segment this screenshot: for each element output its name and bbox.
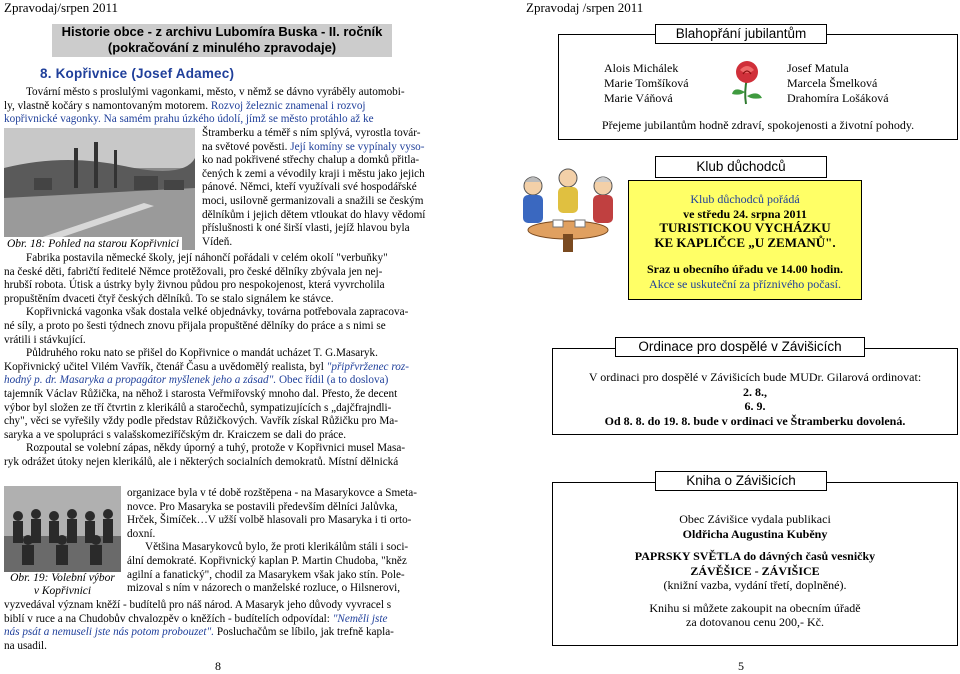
jubilant-name: Alois Michálek — [604, 61, 679, 75]
book-line-7: za dotovanou cenu 200,- Kč. — [686, 615, 824, 629]
article-body — [4, 252, 450, 470]
wrap2-line-3: Hrček, Šimíček…V užší volbě hlasovali pro Masaryka i ti orto- — [127, 514, 412, 527]
p4-line-6: chy", věci se vyřešily vždy podle představ Růžičkových. Vavřík získal Růžičku pro Ma- — [4, 415, 398, 428]
p1-line-1: Tovární město s proslulými vagonkami, město, v němž se dávno vyráběly automobi- — [26, 86, 405, 98]
p4-italic-a: "připřvrženec roz- — [326, 360, 409, 373]
p2-line-3: hrubší robota. Útisk a ústrky byly živnou půdou pro nespokojenost, která vyvrcholila — [4, 279, 385, 292]
jubilee-wish-text: Přejeme jubilantům hodně zdraví, spokojenosti a životní pohody. — [601, 118, 915, 132]
jubilant-name: Marcela Šmelková — [787, 76, 878, 90]
p1-line-2: ly, vlastně kočáry s namontovaným motorem. — [4, 99, 211, 112]
wrap1-blue: Její komíny se vypínaly vyso- — [290, 140, 425, 153]
wrap2-line-5: Většina Masarykovců bylo, že proti klerikálům stáli i soci- — [145, 541, 409, 554]
wrap2-line-7: agilní a fanatický", chodil za Masarykem však jako stín. Pole- — [127, 568, 405, 581]
article-paragraph-1 — [4, 86, 449, 127]
jubilee-wish — [558, 118, 958, 133]
photo-2-caption-line-1: Obr. 19: Volební výbor — [10, 572, 115, 584]
p3-line-1: Kopřivnická vagonka však dostala velké objednávky, továrna potřebovala zapracova- — [26, 306, 409, 319]
p6-italic-a: "Neměli jste — [332, 612, 388, 625]
town-panorama-image — [4, 128, 195, 250]
wrap2-line-2: novce. Pro Masaryka se postavili především dělníci Jalůvka, — [127, 500, 398, 513]
p6-line-4: na usadil. — [4, 639, 47, 652]
wrap1-line-3: ko nad pokřivené střechy chalup a domků přitla- — [202, 154, 420, 167]
club-line-1: Klub důchodců pořádá — [690, 192, 800, 206]
book-title: Kniha o Závišicích — [655, 471, 827, 491]
club-line-3: TURISTICKOU VYCHÁZKU — [659, 220, 831, 235]
book-line-4: ZÁVĚŠICE - ZÁVIŠICE — [690, 563, 820, 578]
p1-blue-b: Na samém prahu úzkého údolí, jímž se město protáhlo až ke — [103, 113, 374, 126]
clinic-line-3: 6. 9. — [744, 399, 766, 413]
old-koprivnice-photo — [4, 128, 195, 250]
p2-line-1: Fabrika postavila německé školy, její náhončí pořádali v celém okolí "verbuňky" — [26, 252, 388, 264]
p6-line-2: biblí v ruce a na Chudobův chvalozpěv o kněžích - budítelích odpovídal: — [4, 612, 333, 625]
p4-blue-tail: Obec řídil (a to doslova) — [278, 374, 389, 387]
wrap2-line-1: organizace byla v té době rozštěpena - na Masarykovce a Smeta- — [127, 487, 417, 499]
wrap2-line-6: ální demokraté. Kopřivnický kaplan P. Martin Chudoba, "kněz — [127, 554, 407, 567]
p6-tail: Posluchačům se líbilo, jak trefně kapla- — [216, 626, 394, 639]
p3-line-2: né síly, a proto po šesti týdnech znovu přijala propuštěné dělníky do práce a s nimi se — [4, 319, 386, 332]
club-line-6: Akce se uskuteční za příznivého počasí. — [649, 276, 841, 291]
banner-title: Historie obce - z archivu Lubomíra Buska - II. ročník — [61, 24, 383, 39]
p1-line-3: kopřivnické vagonky. — [4, 113, 104, 126]
book-line-6: Knihu si můžete zakoupit na obecním úřadě — [649, 600, 861, 615]
banner-subtitle: (pokračování z minulého zpravodaje) — [107, 40, 337, 55]
right-page-number: 5 — [738, 659, 744, 673]
p4-line-3: hodný p. dr. Masaryka a propagátor myšlenek jeho a zásad". — [4, 374, 279, 387]
history-banner — [52, 24, 392, 57]
article-wrap-1 — [202, 127, 450, 249]
wrap1-line-1: Štramberku a téměř s ním splývá, vyrostla továr- — [202, 127, 421, 139]
wrap1-line-2: na světové pověsti. — [202, 140, 291, 153]
p2-line-2: na české děti, fabričtí ředitelé Němce protěžovali, pro české dělníky zbývala jen nej- — [4, 265, 383, 278]
book-line-5: (knižní vazba, vydání třetí, doplněné). — [663, 578, 847, 592]
jubilee-column-1 — [604, 61, 689, 106]
wrap1-line-6: moci, usilovně germanizovali a snažili se českým — [202, 194, 424, 207]
article-closing — [4, 599, 450, 653]
clinic-line-2: 2. 8., — [743, 384, 767, 399]
p4-line-7: saryka a ve spolupráci s valašskomeziříčským dr. Kraiczem se dali do práce. — [4, 428, 347, 441]
club-line-5: Sraz u obecního úřadu ve 14.00 hodin. — [646, 262, 844, 276]
club-line-2: ve středu 24. srpna 2011 — [683, 206, 807, 221]
wrap2-line-8: mizoval s ním v názorech o manželské rozluce, o Hilsnerovi, — [127, 582, 401, 595]
club-title: Klub důchodců — [655, 156, 827, 178]
p4-line-5: výbor byl složen ze tří čtvrtin z klerikálů a staročechů, sympatizujících s „dajčfrajndli- — [4, 401, 392, 414]
election-committee-photo — [4, 486, 121, 574]
club-line-4: KE KAPLIČCE „U ZEMANŮ". — [654, 234, 836, 250]
left-page-number: 8 — [215, 659, 221, 673]
wrap2-line-4: doxní. — [127, 527, 156, 540]
book-text — [552, 512, 958, 630]
p1-blue-a: Rozvoj železnic znamenal i rozvoj — [210, 99, 366, 112]
group-portrait-image — [4, 486, 121, 574]
photo-1-caption: Obr. 18: Pohled na starou Kopřivnici — [4, 237, 182, 252]
photo-2-caption-line-2: v Kopřivnici — [33, 585, 92, 597]
book-line-1: Obec Závišice vydala publikaci — [679, 512, 831, 526]
wrap1-line-7: dělníkům i jejich dětem vtloukat do hlavy vědomí — [202, 208, 426, 221]
left-running-head: Zpravodaj/srpen 2011 — [4, 0, 118, 15]
p6-line-1: vyzvedával význam kněží - budítelů pro náš národ. A Masaryk jeho důvody vyvracel s — [4, 599, 392, 611]
p6-line-3: nás psát a nemuseli jste nás potom probouzet". — [4, 626, 217, 639]
jubilee-title: Blahopřání jubilantům — [655, 24, 827, 44]
article-wrap-2 — [127, 487, 450, 596]
p4-line-4: tajemník Václav Růžička, na něhož i starosta Veřmiřovský mnoho dal. Přesto, že decent — [4, 387, 398, 400]
clinic-text — [552, 370, 958, 428]
seniors-illustration — [513, 148, 623, 263]
jubilee-column-2 — [787, 61, 889, 106]
clinic-title: Ordinace pro dospělé v Závišicích — [615, 337, 865, 357]
p3-line-3: vrátili i stávkující. — [4, 333, 86, 346]
p4-line-2: Kopřivnický učitel Vilém Vavřík, čtenář Času a uvědomělý realista, byl — [4, 360, 327, 373]
jubilant-name: Marie Tomšíková — [604, 76, 689, 90]
rose-icon — [722, 58, 772, 111]
club-text — [628, 192, 862, 291]
wrap1-line-5: pánové. Němci, kteří využívali své hospodářské — [202, 181, 417, 194]
section-title: 8. Kopřivnice (Josef Adamec) — [40, 66, 235, 81]
photo-2-caption — [4, 572, 121, 598]
jubilant-name: Drahomíra Lošáková — [787, 91, 889, 105]
wrap1-line-8: příslušnosti k oné širší vlasti, jejíž hlavou byla — [202, 222, 410, 235]
clinic-line-4: Od 8. 8. do 19. 8. bude v ordinaci ve Štramberku dovolená. — [604, 413, 906, 428]
book-line-3: PAPRSKY SVĚTLA do dávných časů vesničky — [634, 549, 876, 563]
p4-line-1: Půldruhého roku nato se přišel do Kopřivnice o mandát ucházet T. G.Masaryk. — [26, 347, 378, 360]
wrap1-line-9: Vídeň. — [202, 235, 233, 248]
book-line-2: Oldřicha Augustina Kuběny — [682, 526, 828, 541]
wrap1-line-4: čených k zemi a vévodily kraji i městu jako jejich — [202, 167, 425, 180]
p5-line-2: ryk odrážet útoky nejen klerikálů, ale i některých socialních demokratů. Místní dělnická — [4, 455, 399, 468]
jubilant-name: Josef Matula — [787, 61, 849, 75]
jubilant-name: Marie Váňová — [604, 91, 673, 105]
clinic-line-1: V ordinaci pro dospělé v Závišicích bude MUDr. Gilarová ordinovat: — [588, 370, 922, 384]
right-running-head: Zpravodaj /srpen 2011 — [526, 0, 644, 15]
p2-line-4: propuštěním dvaceti čtyř českých dělníků. To se stalo signálem ke stávce. — [4, 292, 334, 305]
p5-line-1: Rozpoutal se volební zápas, někdy úporný a tuhý, protože v Kopřivnici musel Masa- — [26, 442, 406, 455]
